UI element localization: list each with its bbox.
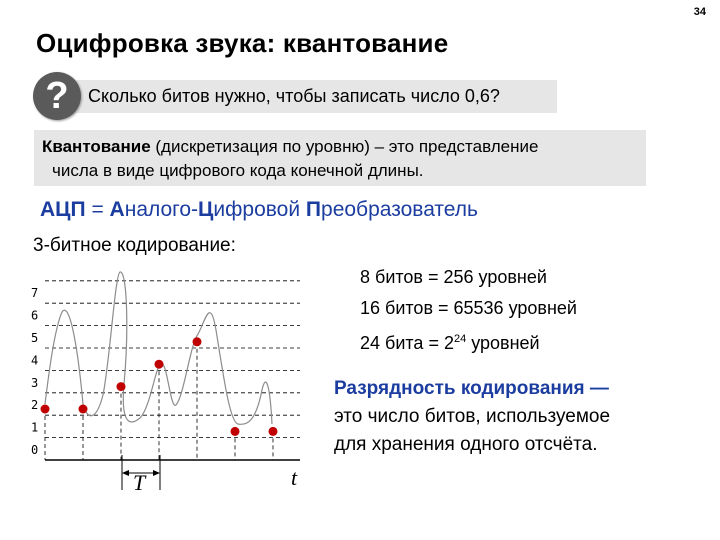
- period-arrow-left-head: [122, 470, 129, 476]
- bit-depth-line-3: для хранения одного отсчёта.: [334, 434, 598, 455]
- levels-line-3-pre: 24 бита = 2: [360, 333, 454, 353]
- definition-rest: (дискретизация по уровню) – это представление: [150, 137, 539, 156]
- adc-w1-rest: налого-: [124, 198, 199, 221]
- sample-point-5: [231, 427, 240, 436]
- period-label: T: [133, 470, 146, 495]
- levels-line-3-sup: 24: [453, 333, 467, 345]
- levels-line-3-post: уровней: [466, 333, 540, 353]
- definition-term: Квантование: [42, 137, 151, 156]
- adc-w3-initial: П: [305, 198, 322, 221]
- adc-abbr: АЦП: [40, 198, 86, 221]
- level-grid: [45, 281, 300, 438]
- adc-w2-initial: Ц: [198, 198, 214, 221]
- three-bit-caption: 3-битное кодирование:: [33, 235, 236, 256]
- sample-point-2: [117, 382, 126, 391]
- sample-point-0: [41, 405, 50, 414]
- time-label: t: [291, 465, 298, 490]
- slide-title: Оцифровка звука: квантование: [36, 28, 449, 58]
- level-label-3: 3: [31, 375, 39, 390]
- level-label-6: 6: [31, 308, 39, 323]
- bit-depth-line-2: это число битов, используемое: [334, 406, 611, 427]
- bit-depth-header: Разрядность кодирования: [334, 378, 585, 399]
- level-label-2: 2: [31, 398, 39, 413]
- level-label-0: 0: [31, 443, 39, 457]
- level-label-5: 5: [31, 331, 39, 345]
- sample-point-1: [79, 405, 88, 414]
- sample-point-4: [193, 337, 202, 346]
- sample-point-3: [155, 360, 164, 369]
- adc-w1-initial: А: [109, 198, 125, 221]
- definition-line-2: числа в виде цифрового кода конечной длины.: [52, 161, 424, 180]
- adc-w2-rest: ифровой: [213, 198, 306, 221]
- sample-point-6: [269, 427, 278, 436]
- levels-line-2: 16 битов = 65536 уровней: [360, 298, 577, 318]
- period-arrow-right-head: [153, 470, 160, 476]
- level-label-1: 1: [31, 420, 39, 435]
- level-label-4: 4: [31, 353, 39, 368]
- level-labels: [31, 286, 38, 457]
- levels-line-1: 8 битов = 256 уровней: [360, 267, 547, 287]
- adc-eq: =: [85, 198, 110, 221]
- slide-number: 34: [693, 6, 706, 18]
- level-label-7: 7: [31, 286, 39, 301]
- bit-depth-dash: —: [584, 378, 609, 399]
- question-text: Сколько битов нужно, чтобы записать число 0,6?: [88, 86, 500, 106]
- adc-w3-rest: реобразователь: [321, 198, 478, 221]
- sample-guides: [45, 342, 273, 460]
- question-icon: ?: [33, 72, 81, 120]
